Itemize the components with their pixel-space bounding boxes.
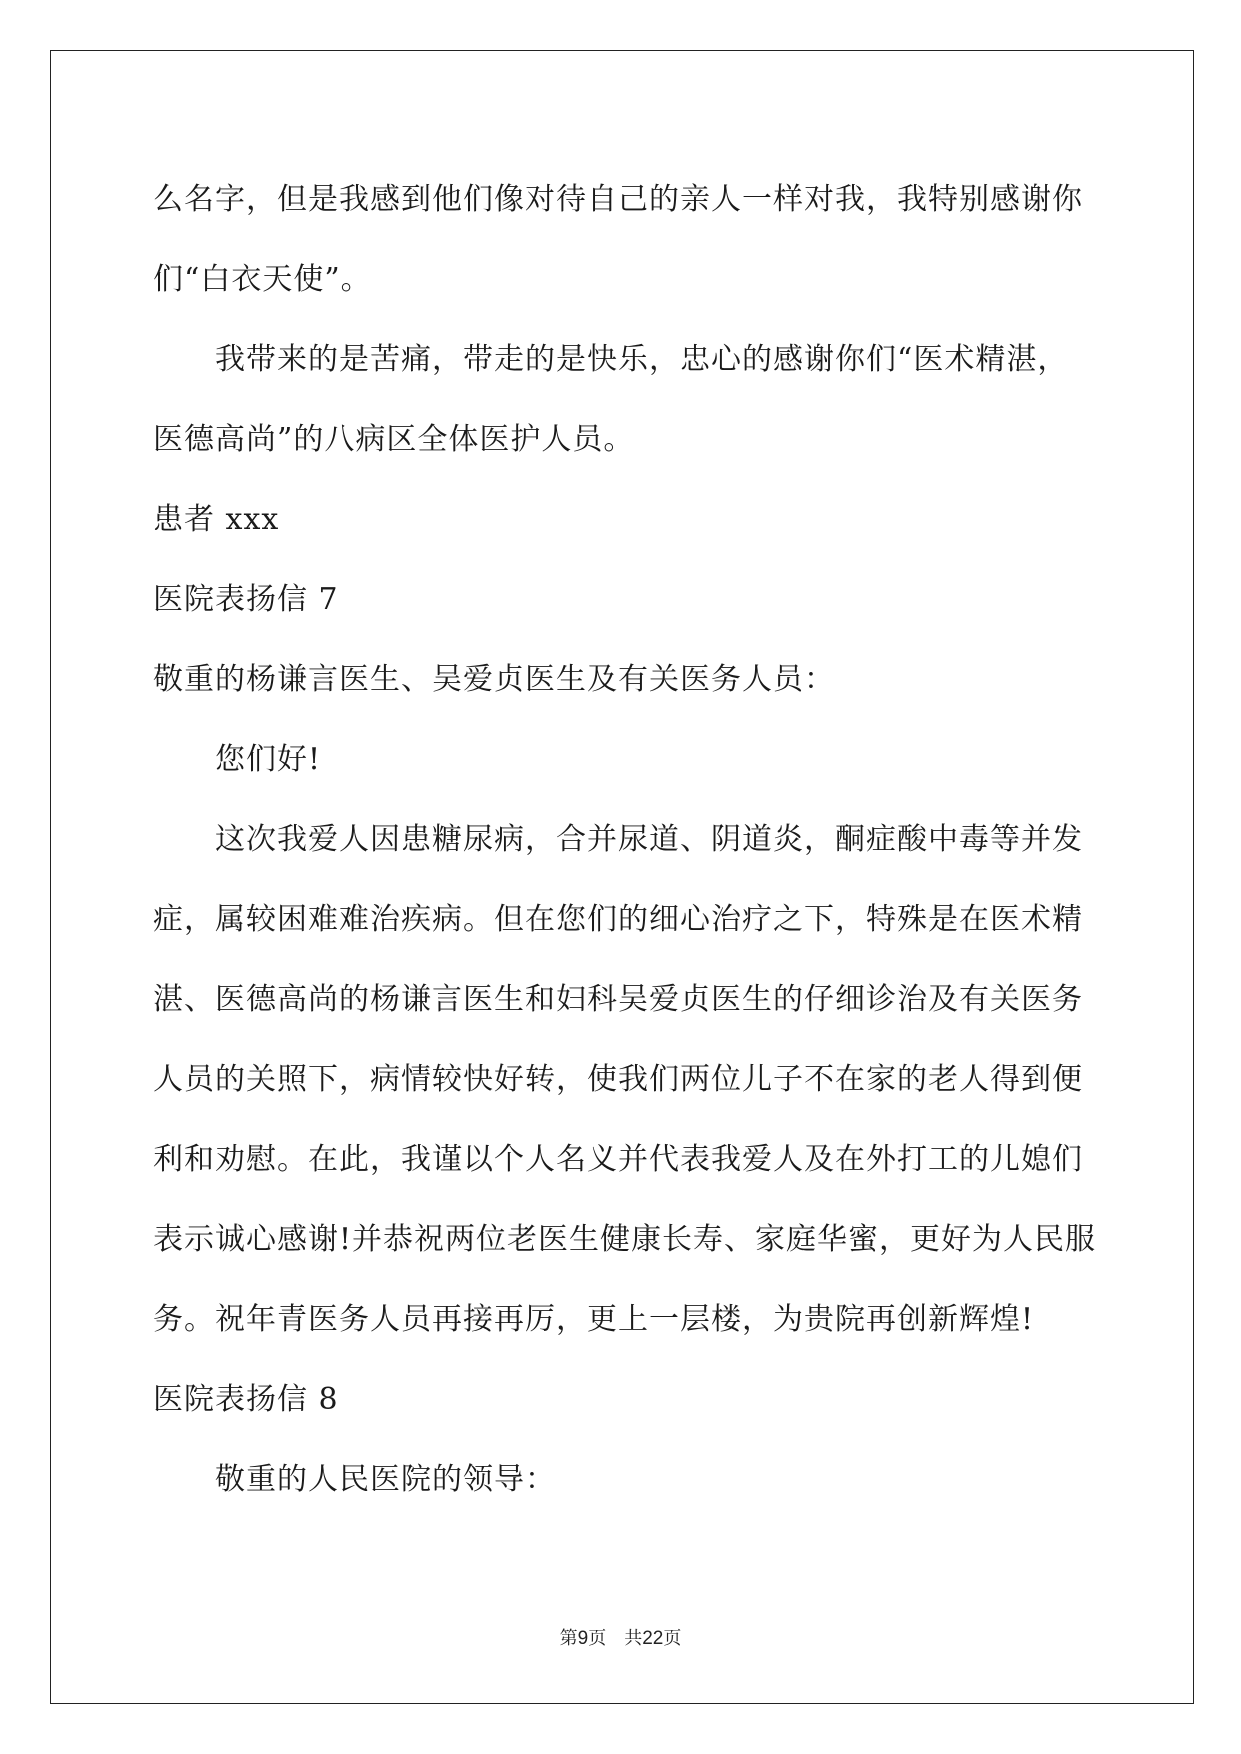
section-heading: 医院表扬信 8	[153, 1382, 339, 1417]
body-line: 症，属较困难难治疾病。但在您们的细心治疗之下，特殊是在医术精	[153, 902, 1083, 937]
body-line: 利和劝慰。在此，我谨以个人名义并代表我爱人及在外打工的儿媳们	[153, 1142, 1083, 1177]
body-line: 表示诚心感谢!并恭祝两位老医生健康长寿、家庭华蜜，更好为人民服	[153, 1222, 1097, 1257]
footer-page-number: 9	[577, 1628, 589, 1649]
body-line: 人员的关照下，病情较快好转，使我们两位儿子不在家的老人得到便	[153, 1062, 1083, 1097]
signature-line: 患者 xxx	[153, 502, 280, 537]
body-line: 务。祝年青医务人员再接再厉，更上一层楼，为贵院再创新辉煌!	[153, 1302, 1035, 1337]
footer-page-prefix: 第	[559, 1628, 578, 1649]
greeting: 您们好!	[215, 742, 322, 777]
salutation: 敬重的杨谦言医生、吴爱贞医生及有关医务人员：	[153, 662, 835, 697]
footer-page-suffix: 页	[588, 1628, 607, 1649]
body-line: 这次我爱人因患糖尿病，合并尿道、阴道炎，酮症酸中毒等并发	[215, 822, 1083, 857]
section-heading: 医院表扬信 7	[153, 582, 339, 617]
body-line: 湛、医德高尚的杨谦言医生和妇科吴爱贞医生的仔细诊治及有关医务	[153, 982, 1083, 1017]
body-line: 医德高尚”的八病区全体医护人员。	[153, 422, 635, 457]
footer-total-prefix: 共	[624, 1628, 643, 1649]
document-body	[153, 160, 1097, 1520]
body-line: 么名字，但是我感到他们像对待自己的亲人一样对我，我特别感谢你	[153, 182, 1083, 217]
page-footer	[0, 1624, 1241, 1650]
body-line: 我带来的是苦痛，带走的是快乐，忠心的感谢你们“医术精湛，	[215, 342, 1069, 377]
salutation: 敬重的人民医院的领导：	[215, 1462, 556, 1497]
footer-total-suffix: 页	[663, 1628, 682, 1649]
footer-total-pages: 22	[642, 1628, 664, 1649]
body-line: 们“白衣天使”。	[153, 262, 372, 297]
